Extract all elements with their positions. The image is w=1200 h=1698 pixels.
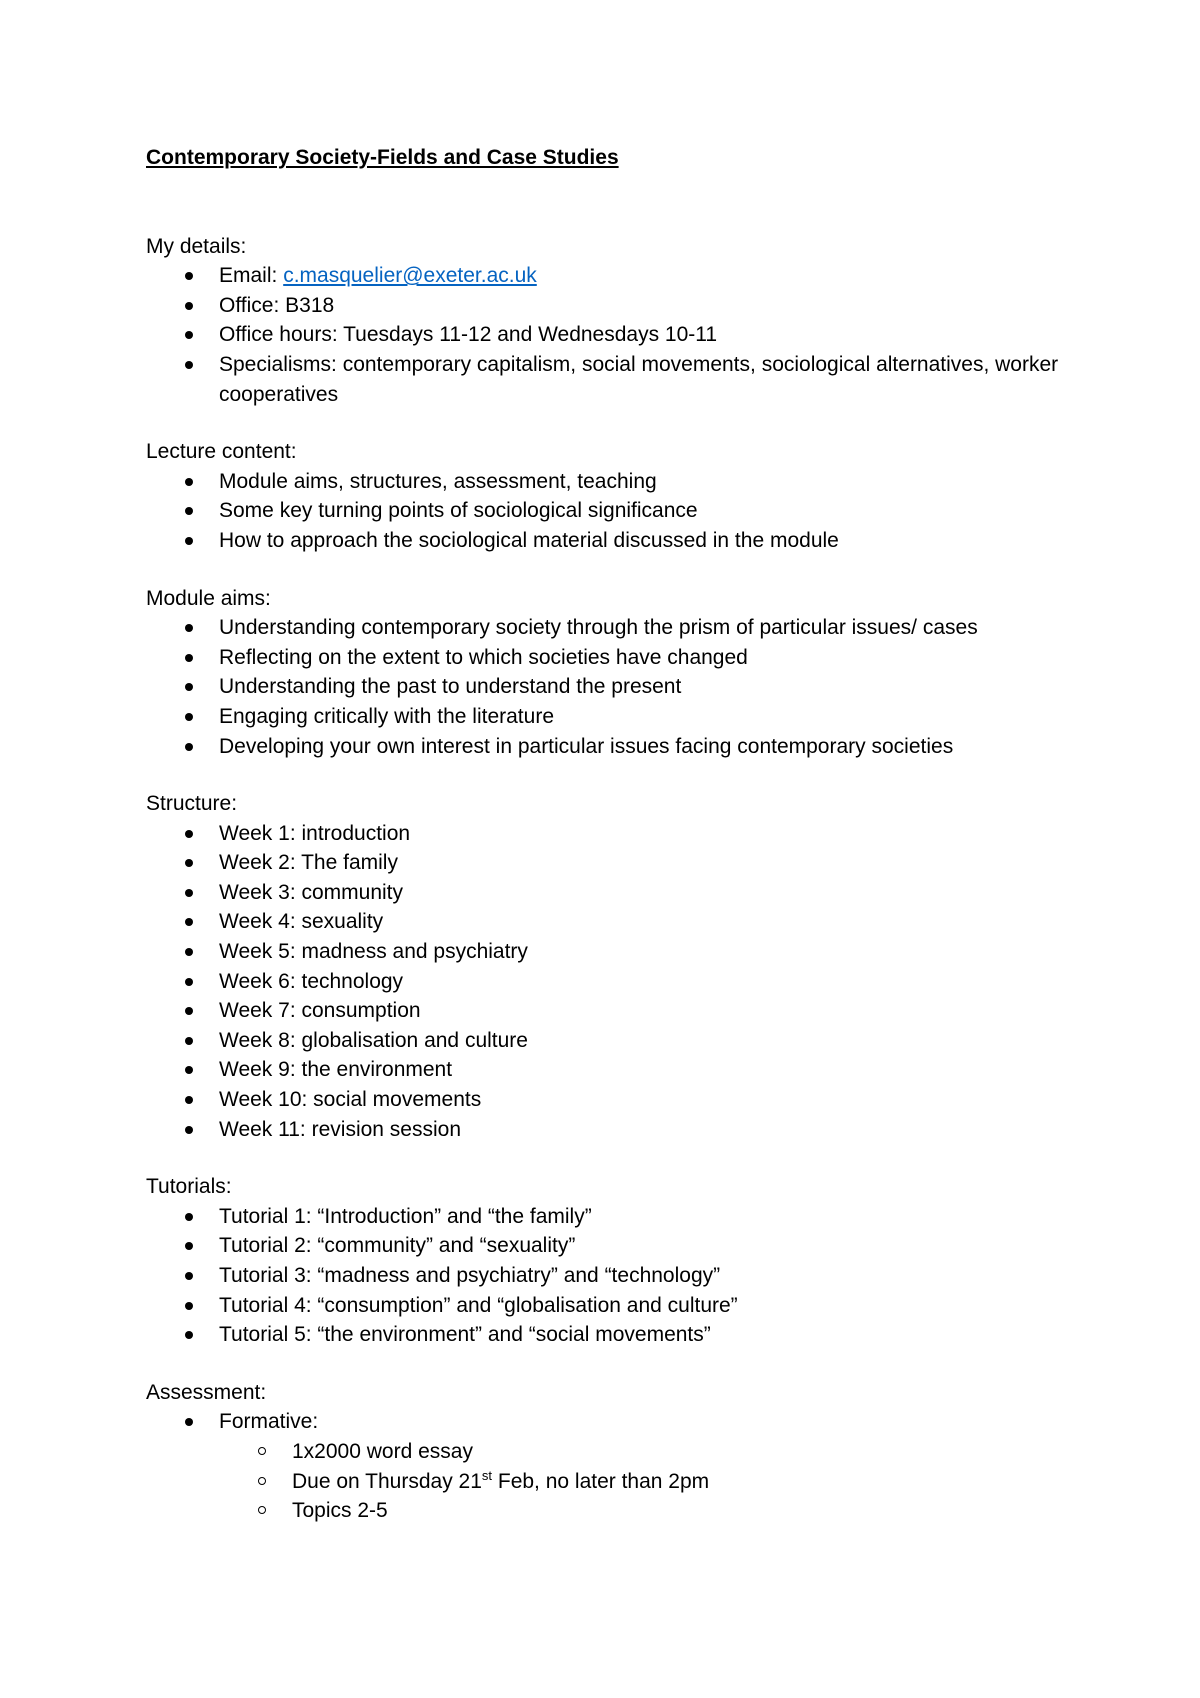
formative-sublist (219, 1437, 1086, 1526)
document-page (146, 143, 1086, 1554)
tutorials-list (146, 1202, 1086, 1350)
list-item: Some key turning points of sociological significance (219, 496, 1086, 526)
list-item: Understanding the past to understand the present (219, 672, 1086, 702)
list-item: Tutorial 4: “consumption” and “globalisation and culture” (219, 1291, 1086, 1321)
sub-list-item (292, 1467, 1086, 1497)
email-link[interactable]: c.masquelier@exeter.ac.uk (283, 264, 537, 288)
lecture-section (146, 437, 1086, 555)
list-item: Tutorial 5: “the environment” and “social movements” (219, 1320, 1086, 1350)
list-item: Module aims, structures, assessment, teaching (219, 467, 1086, 497)
list-item: Week 8: globalisation and culture (219, 1026, 1086, 1056)
assessment-section (146, 1378, 1086, 1526)
sub-list-item: Topics 2-5 (292, 1496, 1086, 1526)
aims-list (146, 613, 1086, 761)
list-item: Tutorial 1: “Introduction” and “the family” (219, 1202, 1086, 1232)
list-item: Week 3: community (219, 878, 1086, 908)
list-item: Week 7: consumption (219, 996, 1086, 1026)
list-item (219, 1407, 1086, 1525)
sub-list-item: 1x2000 word essay (292, 1437, 1086, 1467)
lecture-list (146, 467, 1086, 556)
due-date-text: Due on Thursday 21 (292, 1469, 482, 1493)
list-item: Understanding contemporary society through the prism of particular issues/ cases (219, 613, 1086, 643)
list-item: Tutorial 3: “madness and psychiatry” and “technology” (219, 1261, 1086, 1291)
email-label: Email: (219, 264, 284, 288)
list-item: Week 5: madness and psychiatry (219, 937, 1086, 967)
list-item: Week 6: technology (219, 967, 1086, 997)
details-heading: My details: (146, 234, 247, 258)
list-item: Reflecting on the extent to which societies have changed (219, 643, 1086, 673)
list-item: Tutorial 2: “community” and “sexuality” (219, 1231, 1086, 1261)
due-date-ordinal: st (481, 1467, 493, 1483)
formative-label: Formative: (219, 1410, 319, 1434)
list-item (219, 261, 1086, 291)
list-item: How to approach the sociological material discussed in the module (219, 526, 1086, 556)
list-item: Week 11: revision session (219, 1115, 1086, 1145)
list-item: Engaging critically with the literature (219, 702, 1086, 732)
details-section (146, 232, 1086, 410)
due-date-suffix: Feb, no later than 2pm (492, 1469, 710, 1493)
list-item: Office hours: Tuesdays 11-12 and Wednesdays 10-11 (219, 320, 1086, 350)
structure-heading: Structure: (146, 792, 238, 816)
list-item: Week 4: sexuality (219, 907, 1086, 937)
structure-section (146, 789, 1086, 1144)
assessment-list (146, 1407, 1086, 1525)
assessment-heading: Assessment: (146, 1380, 267, 1404)
aims-heading: Module aims: (146, 586, 271, 610)
aims-section (146, 584, 1086, 762)
details-list (146, 261, 1086, 409)
list-item: Office: B318 (219, 291, 1086, 321)
list-item: Week 9: the environment (219, 1055, 1086, 1085)
lecture-heading: Lecture content: (146, 440, 297, 464)
list-item: Week 1: introduction (219, 819, 1086, 849)
document-title: Contemporary Society-Fields and Case Studies (146, 146, 619, 169)
list-item: Developing your own interest in particular issues facing contemporary societies (219, 732, 1086, 762)
list-item: Week 10: social movements (219, 1085, 1086, 1115)
list-item: Week 2: The family (219, 848, 1086, 878)
tutorials-heading: Tutorials: (146, 1175, 232, 1199)
structure-list (146, 819, 1086, 1145)
list-item: Specialisms: contemporary capitalism, social movements, sociological alternatives, worker cooperatives (219, 350, 1086, 409)
tutorials-section (146, 1172, 1086, 1350)
